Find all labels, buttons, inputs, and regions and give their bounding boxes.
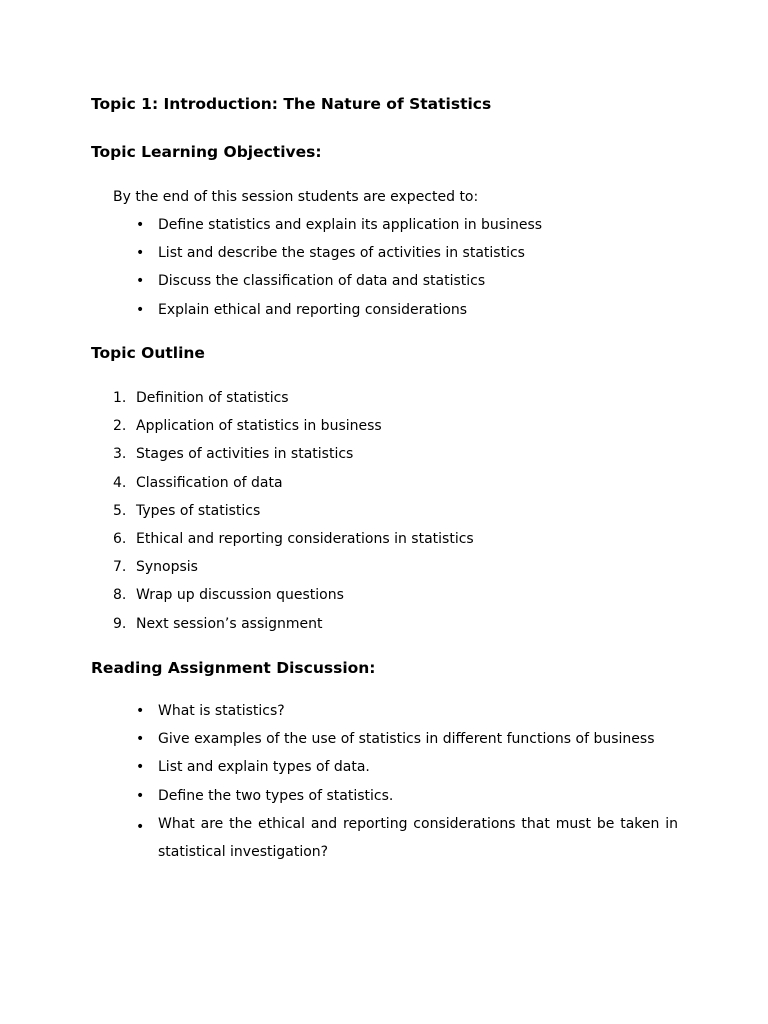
bullet-icon: •	[136, 818, 145, 835]
list-item	[113, 387, 474, 415]
list-item	[136, 756, 678, 784]
list-item	[113, 443, 474, 471]
objectives-heading: Topic Learning Objectives:	[91, 143, 322, 161]
list-item	[113, 584, 474, 612]
list-item-text: List and describe the stages of activities in statistics	[158, 245, 525, 262]
page-title: Topic 1: Introduction: The Nature of Statistics	[91, 95, 492, 113]
list-item	[136, 299, 542, 327]
list-item	[136, 270, 542, 298]
list-item-text: Give examples of the use of statistics in different functions of business	[158, 731, 655, 748]
list-item-text: Types of statistics	[136, 502, 261, 519]
objectives-list	[136, 214, 543, 327]
list-item-text: List and explain types of data.	[158, 759, 370, 776]
list-number: 1.	[113, 390, 127, 406]
list-item-text: Classification of data	[136, 474, 283, 491]
list-item	[136, 810, 678, 866]
list-item	[113, 415, 474, 443]
list-number: 2.	[113, 418, 127, 435]
list-item	[136, 214, 543, 242]
list-item-text: What is statistics?	[158, 703, 285, 719]
bullet-icon: •	[136, 759, 145, 776]
list-item	[113, 472, 474, 500]
bullet-icon: •	[136, 787, 145, 804]
bullet-icon: •	[136, 217, 145, 233]
list-item	[113, 556, 474, 584]
list-item-text: What are the ethical and reporting considerations that must be taken in statistical investigation?	[158, 815, 678, 860]
list-item-text: Discuss the classification of data and statistics	[158, 273, 486, 290]
list-number: 8.	[113, 587, 127, 604]
reading-heading: Reading Assignment Discussion:	[91, 659, 376, 677]
list-item	[113, 528, 474, 556]
list-item-text: Define the two types of statistics.	[158, 787, 394, 804]
bullet-icon: •	[136, 731, 145, 748]
list-item	[113, 613, 474, 641]
list-item-text: Wrap up discussion questions	[136, 587, 344, 604]
list-item	[136, 785, 678, 813]
list-number: 4.	[113, 474, 127, 491]
list-number: 9.	[113, 615, 127, 632]
list-number: 5.	[113, 502, 127, 519]
list-item-text: Define statistics and explain its application in business	[158, 217, 543, 233]
list-item	[136, 700, 678, 728]
bullet-icon: •	[136, 273, 145, 290]
reading-list	[136, 700, 678, 866]
list-item-text: Explain ethical and reporting considerations	[158, 301, 468, 318]
bullet-icon: •	[136, 301, 145, 318]
list-number: 3.	[113, 446, 127, 463]
list-item-text: Synopsis	[136, 559, 198, 576]
bullet-icon: •	[136, 703, 145, 719]
outline-heading: Topic Outline	[91, 344, 205, 362]
list-item	[136, 728, 678, 756]
list-item-text: Stages of activities in statistics	[136, 446, 354, 463]
list-item-text: Ethical and reporting considerations in statistics	[136, 530, 474, 547]
list-item-text: Application of statistics in business	[136, 418, 382, 435]
list-number: 7.	[113, 559, 127, 576]
list-item-text: Next session’s assignment	[136, 615, 323, 632]
list-item	[113, 500, 474, 528]
objectives-intro: By the end of this session students are expected to:	[113, 189, 479, 205]
list-item-text: Definition of statistics	[136, 390, 289, 406]
outline-list	[113, 387, 474, 641]
list-number: 6.	[113, 530, 127, 547]
list-item	[136, 242, 542, 270]
bullet-icon: •	[136, 245, 145, 262]
